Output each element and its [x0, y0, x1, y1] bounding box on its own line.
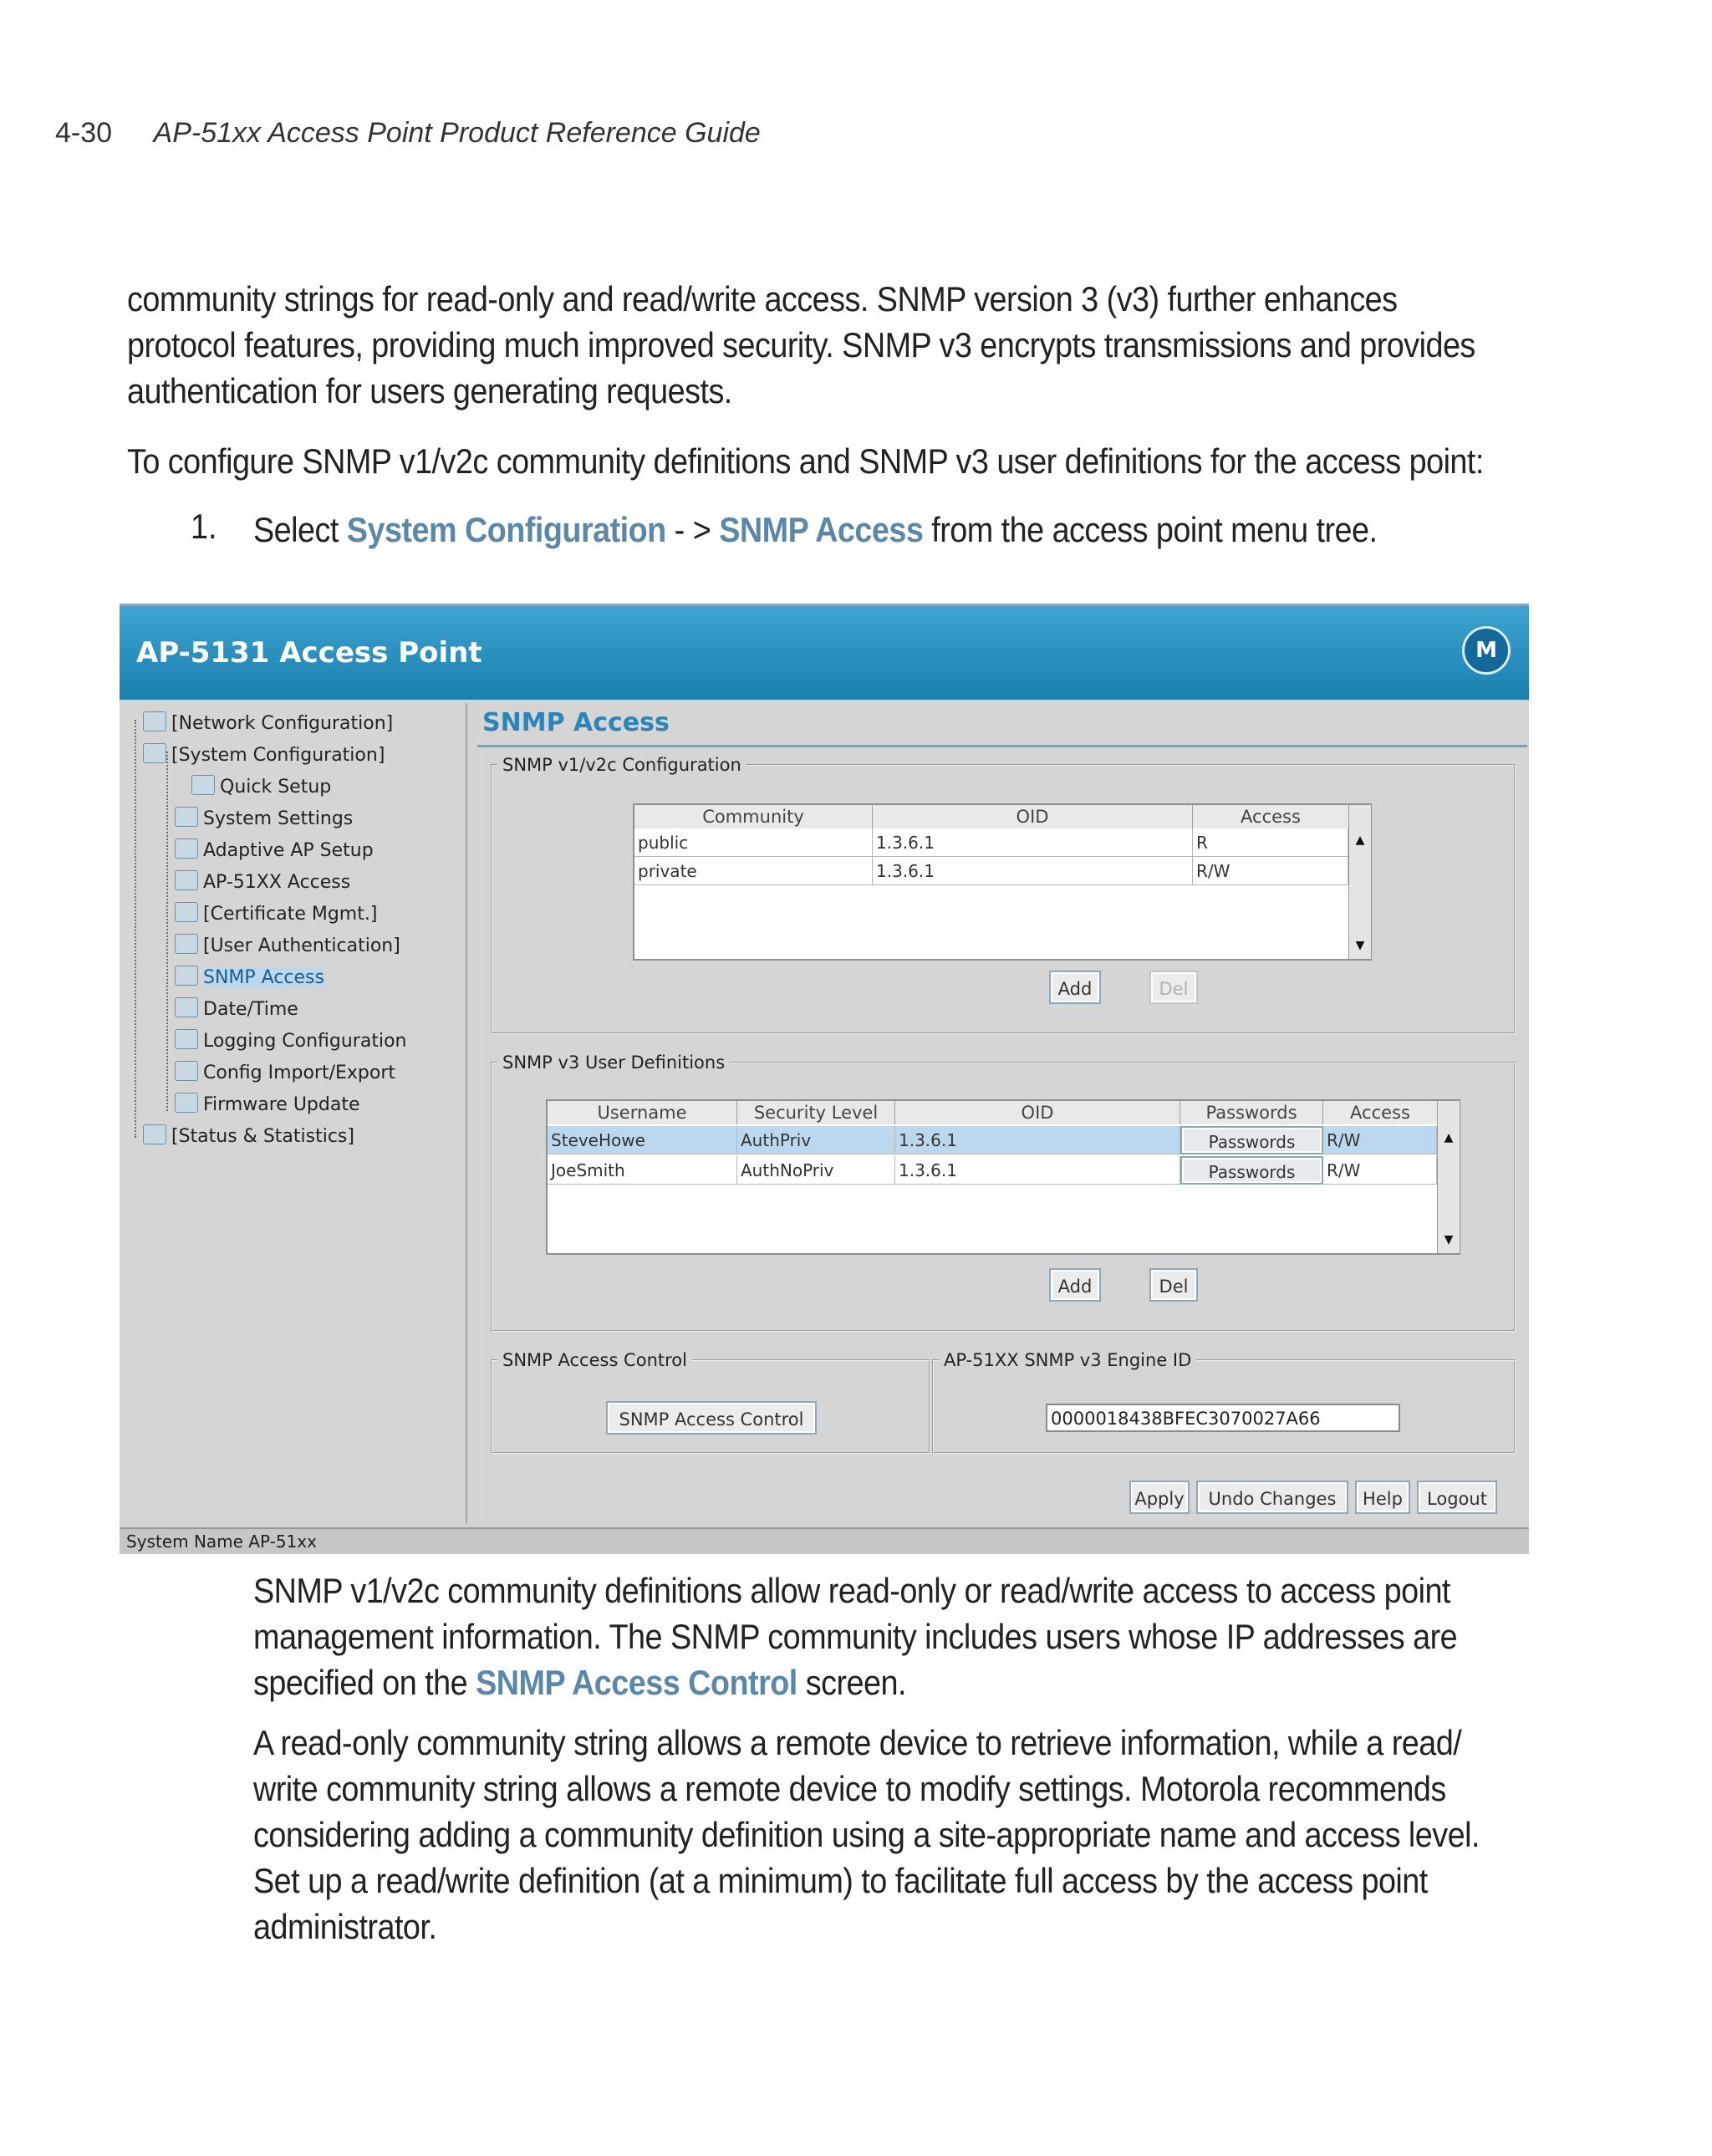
table-cell[interactable]: AuthNoPriv	[737, 1156, 895, 1185]
table-cell[interactable]: AuthPriv	[737, 1126, 895, 1154]
statistics-icon	[143, 1124, 166, 1144]
logging-icon	[175, 1029, 198, 1049]
firmware-icon	[175, 1093, 198, 1113]
user-auth-icon	[175, 934, 198, 954]
system-config-icon	[143, 743, 166, 763]
link-system-configuration[interactable]: System Configuration	[346, 510, 666, 549]
v3-users-table	[546, 1099, 1460, 1255]
tree-logging-configuration[interactable]	[175, 1029, 406, 1052]
adaptive-ap-icon	[175, 838, 198, 859]
access-icon	[175, 870, 198, 890]
body-p2-line-5: administrator.	[253, 1907, 437, 1946]
main-title: SNMP Access	[482, 708, 670, 737]
tree-config-import-export[interactable]	[175, 1061, 395, 1083]
col-header-oid[interactable]: OID	[873, 805, 1193, 828]
table-cell[interactable]: 1.3.6.1	[873, 857, 1193, 885]
tree-label: [Certificate Mgmt.]	[203, 904, 378, 925]
tree-snmp-access[interactable]	[175, 966, 324, 988]
tree-certificate-mgmt[interactable]	[175, 902, 377, 925]
table-cell[interactable]: R/W	[1323, 1156, 1437, 1185]
menu-tree	[121, 703, 467, 1524]
access-control-legend: SNMP Access Control	[502, 1350, 687, 1370]
v3-del-button[interactable]: Del	[1149, 1268, 1198, 1302]
network-icon	[143, 711, 166, 731]
window-title: AP-5131 Access Point	[136, 636, 482, 670]
passwords-button[interactable]: Passwords	[1180, 1156, 1323, 1185]
tree-status-statistics[interactable]	[143, 1124, 354, 1147]
tree-label: [Network Configuration]	[171, 713, 394, 734]
col-header-access[interactable]: Access	[1323, 1101, 1438, 1124]
link-snmp-access-control[interactable]: SNMP Access Control	[476, 1663, 797, 1702]
link-snmp-access[interactable]: SNMP Access	[719, 510, 924, 549]
import-export-icon	[175, 1061, 198, 1081]
window-titlebar	[120, 606, 1529, 700]
page-header	[55, 117, 761, 150]
tree-system-settings[interactable]	[175, 807, 353, 829]
scroll-up-icon[interactable]: ▲	[1444, 1131, 1454, 1144]
config-instruction: To configure SNMP v1/v2c community definitions and SNMP v3 user definitions for the access point:	[127, 441, 1484, 481]
intro-line-3: authentication for users generating requests.	[127, 371, 732, 410]
step-1-post: from the access point menu tree.	[923, 510, 1378, 549]
body-p1-line-1: SNMP v1/v2c community definitions allow read-only or read/write access to access point	[253, 1571, 1450, 1610]
body-p1-line-2: management information. The SNMP community includes users whose IP addresses are	[253, 1617, 1458, 1656]
snmp-icon	[175, 966, 198, 986]
engine-id-legend: AP-51XX SNMP v3 Engine ID	[944, 1350, 1192, 1370]
table-cell[interactable]: 1.3.6.1	[895, 1156, 1180, 1185]
col-header-passwords[interactable]: Passwords	[1180, 1101, 1323, 1124]
scroll-up-icon[interactable]: ▲	[1355, 833, 1365, 847]
col-header-oid[interactable]: OID	[895, 1101, 1180, 1124]
tree-ap51xx-access[interactable]	[175, 870, 350, 893]
table-cell[interactable]: R	[1193, 828, 1348, 857]
body-p2-line-3: considering adding a community definition using a site-appropriate name and access level.	[253, 1815, 1480, 1854]
certificate-icon	[175, 902, 198, 922]
engine-id-field[interactable]: 0000018438BFEC3070027A66	[1046, 1404, 1400, 1432]
status-bar: System Name AP-51xx	[120, 1527, 1529, 1554]
tree-line	[135, 720, 136, 1138]
apply-button[interactable]: Apply	[1129, 1481, 1190, 1514]
snmp-access-control-button[interactable]: SNMP Access Control	[606, 1401, 817, 1435]
tree-label: Firmware Update	[203, 1094, 360, 1115]
col-header-access[interactable]: Access	[1193, 805, 1349, 828]
quick-setup-icon	[191, 775, 215, 795]
clock-icon	[175, 997, 198, 1017]
body-p1-post: screen.	[797, 1663, 906, 1702]
table-cell[interactable]: SteveHowe	[548, 1126, 737, 1154]
tree-line	[166, 752, 168, 1111]
tree-label: Logging Configuration	[203, 1031, 407, 1052]
logout-button[interactable]: Logout	[1417, 1481, 1497, 1514]
motorola-logo: M	[1462, 626, 1511, 675]
engine-id-group	[932, 1350, 1516, 1454]
settings-icon	[175, 807, 198, 827]
step-1-pre: Select	[253, 510, 347, 549]
v3-add-button[interactable]: Add	[1049, 1268, 1101, 1302]
tree-label: System Settings	[203, 808, 354, 829]
col-header-community[interactable]: Community	[634, 805, 873, 828]
tree-label: Config Import/Export	[203, 1063, 396, 1083]
tree-label: [User Authentication]	[203, 935, 400, 956]
tree-label: AP-51XX Access	[203, 872, 351, 893]
community-del-button[interactable]: Del	[1149, 971, 1198, 1004]
guide-title: AP-51xx Access Point Product Reference Guide	[153, 117, 761, 149]
tree-label: Quick Setup	[220, 777, 332, 798]
table-cell[interactable]: JoeSmith	[548, 1156, 737, 1185]
main-panel	[477, 703, 1527, 1524]
tree-label: Date/Time	[203, 999, 298, 1020]
tree-firmware-update[interactable]	[175, 1093, 360, 1115]
tree-quick-setup[interactable]	[191, 775, 331, 798]
page-number: 4-30	[55, 117, 113, 149]
table-scrollbar[interactable]	[1437, 1101, 1460, 1253]
tree-network-configuration[interactable]	[143, 711, 393, 734]
step-number: 1.	[191, 507, 217, 546]
body-p1-pre: specified on the	[253, 1663, 476, 1702]
tree-date-time[interactable]	[175, 997, 298, 1020]
intro-line-2: protocol features, providing much improved security. SNMP v3 encrypts transmissions and provides	[127, 325, 1475, 364]
tree-label: [Status & Statistics]	[171, 1126, 354, 1147]
tree-system-configuration[interactable]	[143, 743, 385, 766]
table-cell[interactable]: 1.3.6.1	[895, 1126, 1180, 1154]
col-header-security-level[interactable]: Security Level	[737, 1101, 895, 1124]
body-p1-line-3	[253, 1659, 906, 1705]
col-header-username[interactable]: Username	[548, 1101, 737, 1124]
table-scrollbar[interactable]	[1348, 805, 1371, 959]
table-cell[interactable]: R/W	[1193, 857, 1348, 885]
body-p2-line-1: A read-only community string allows a remote device to retrieve information, while a read/	[253, 1723, 1462, 1762]
tree-adaptive-ap-setup[interactable]	[175, 838, 374, 861]
tree-label: Adaptive AP Setup	[203, 840, 374, 861]
scroll-down-icon[interactable]: ▼	[1444, 1233, 1454, 1246]
community-table	[633, 803, 1372, 961]
help-button[interactable]: Help	[1355, 1481, 1410, 1514]
table-cell[interactable]: 1.3.6.1	[873, 828, 1193, 857]
table-cell[interactable]: R/W	[1323, 1126, 1437, 1154]
body-p2-line-2: write community string allows a remote device to modify settings. Motorola recommends	[253, 1769, 1446, 1808]
step-1-text	[253, 507, 1377, 553]
tree-label: [System Configuration]	[171, 745, 385, 766]
undo-changes-button[interactable]: Undo Changes	[1196, 1481, 1348, 1514]
tree-user-authentication[interactable]	[175, 934, 400, 956]
body-p2-line-4: Set up a read/write definition (at a minimum) to facilitate full access by the access point	[253, 1861, 1428, 1900]
step-1-mid: - >	[665, 510, 720, 549]
community-add-button[interactable]: Add	[1049, 971, 1101, 1004]
scroll-down-icon[interactable]: ▼	[1355, 939, 1365, 952]
table-cell[interactable]: private	[634, 857, 873, 885]
passwords-button[interactable]: Passwords	[1180, 1126, 1323, 1154]
v3-users-legend: SNMP v3 User Definitions	[502, 1053, 726, 1073]
tree-label: SNMP Access	[203, 967, 324, 988]
title-divider	[477, 745, 1527, 747]
intro-line-1: community strings for read-only and read/write access. SNMP version 3 (v3) further enhances	[127, 279, 1398, 319]
ap-ui-screenshot	[120, 604, 1529, 1554]
table-cell[interactable]: public	[634, 828, 873, 857]
v1v2c-legend: SNMP v1/v2c Configuration	[502, 755, 741, 775]
